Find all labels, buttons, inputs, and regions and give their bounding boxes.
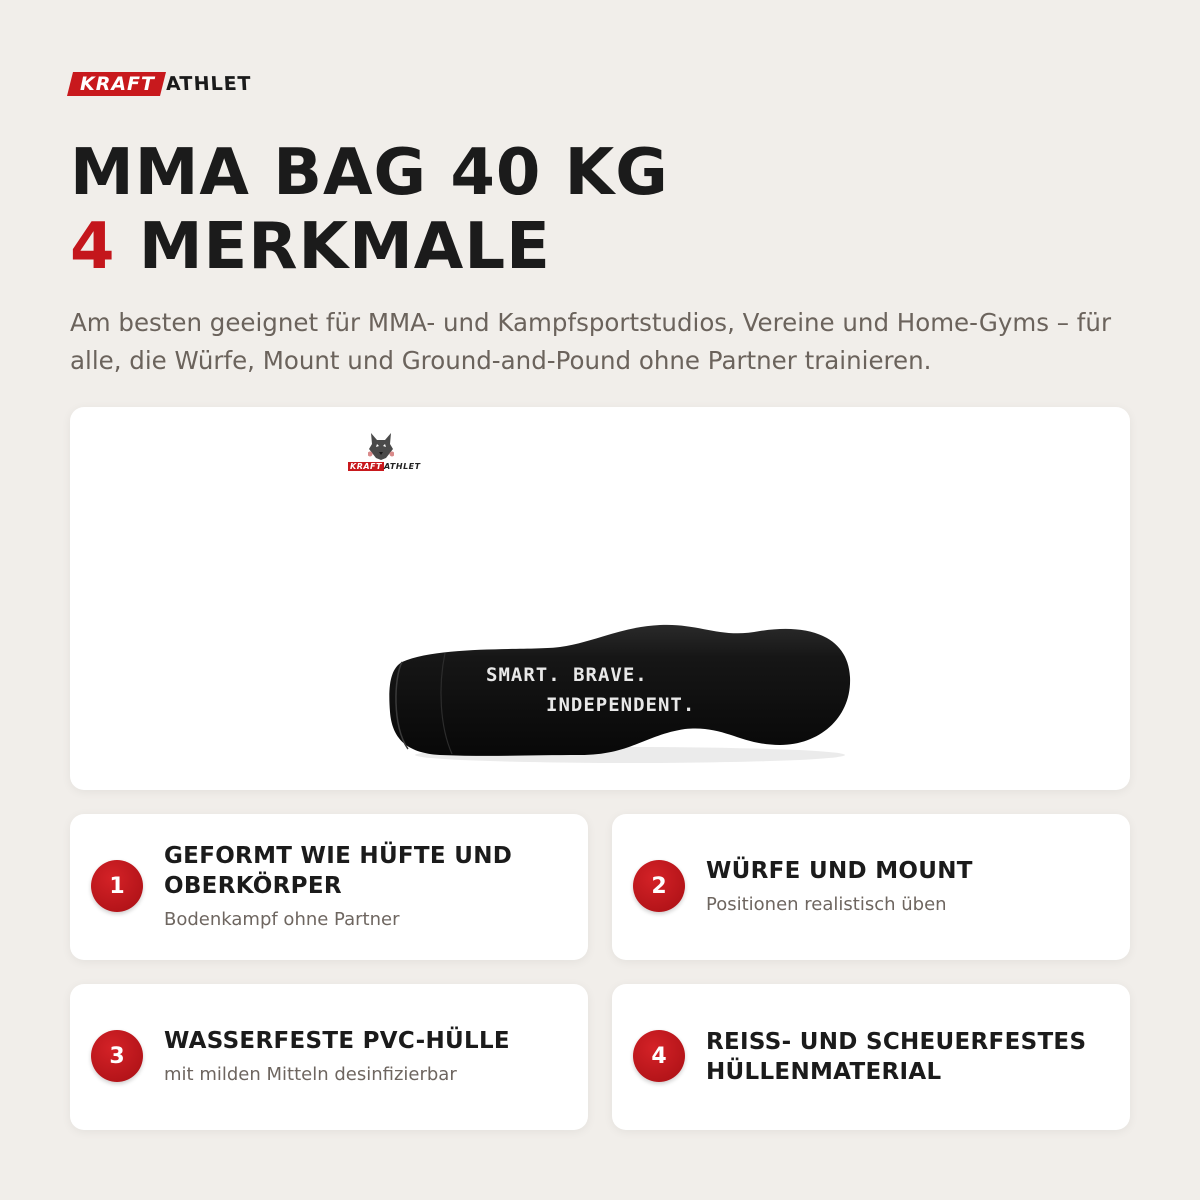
bag-print-line1: SMART. BRAVE. [486, 664, 648, 686]
feature-card-4 [612, 984, 1130, 1130]
feature-number-badge: 4 [633, 1030, 685, 1082]
title-accent-number: 4 [70, 210, 116, 284]
wolf-icon [368, 432, 394, 460]
bag-print-line2: INDEPENDENT. [546, 694, 696, 716]
feature-card-2 [612, 814, 1130, 960]
feature-title: WÜRFE UND MOUNT [706, 858, 973, 884]
hero-logo-part1: KRAFT [350, 462, 382, 471]
title-line1: MMA BAG 40 KG [70, 136, 669, 210]
intro-text: Am besten geeignet für MMA- und Kampfsportstudios, Vereine und Home-Gyms – für alle, die Würfe, Mount und Ground-and-Pound ohne Partner trainieren. [70, 308, 1112, 375]
brand-logo [70, 72, 255, 96]
feature-subtitle: Bodenkampf ohne Partner [164, 909, 400, 930]
title-line2-rest: MERKMALE [115, 210, 551, 284]
feature-subtitle: Positionen realistisch üben [706, 894, 947, 915]
feature-number-badge: 2 [633, 860, 685, 912]
feature-title: REISS- UND SCHEUERFESTES HÜLLENMATERIAL [706, 1029, 1087, 1085]
hero-logo-text [348, 462, 421, 471]
feature-card-1 [70, 814, 588, 960]
brand-logo-part1: KRAFT [80, 73, 155, 95]
title-line2 [70, 210, 669, 284]
feature-number-badge: 1 [91, 860, 143, 912]
feature-title: WASSERFESTE PVC-HÜLLE [164, 1028, 510, 1054]
feature-title: GEFORMT WIE HÜFTE UND OBERKÖRPER [164, 843, 513, 899]
feature-card-3 [70, 984, 588, 1130]
feature-subtitle: mit milden Mitteln desinfizierbar [164, 1064, 457, 1085]
hero-brand-logo [348, 432, 421, 471]
page-title [70, 136, 669, 284]
hero-logo-part2: ATHLET [383, 462, 421, 471]
feature-number-badge: 3 [91, 1030, 143, 1082]
brand-logo-part2: ATHLET [163, 73, 255, 95]
product-image-panel [70, 407, 1130, 790]
